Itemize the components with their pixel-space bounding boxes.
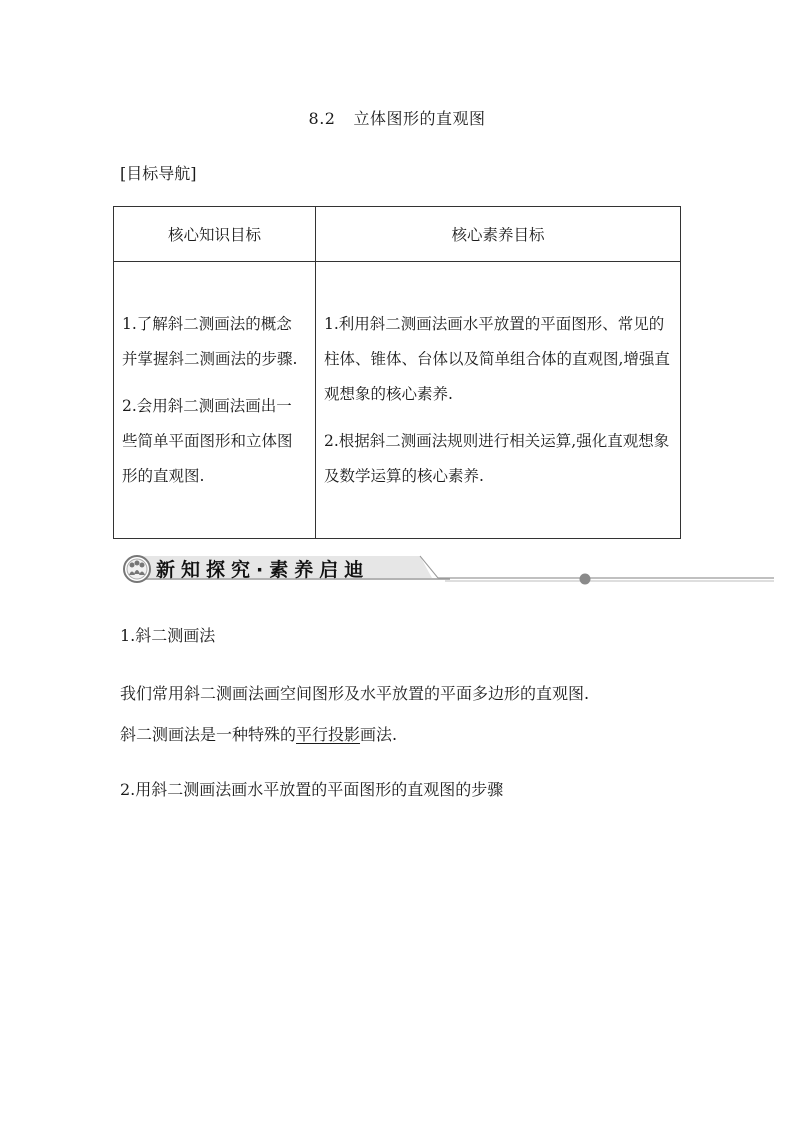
section-title: 立体图形的直观图: [353, 109, 486, 128]
team-emblem-icon: [124, 556, 150, 582]
paragraph-definition: [120, 722, 397, 745]
paragraph-usage: 我们常用斜二测画法画空间图形及水平放置的平面多边形的直观图.: [120, 684, 590, 703]
definition-prefix: 斜二测画法是一种特殊的: [120, 725, 297, 744]
literacy-item: 2.根据斜二测画法规则进行相关运算,强化直观想象及数学运算的核心素养.: [324, 431, 670, 485]
literacy-item: 1.利用斜二测画法画水平放置的平面图形、常见的柱体、锥体、台体以及简单组合体的直观图,增强直观想象的核心素养.: [324, 314, 670, 403]
goals-header-row: [114, 207, 681, 262]
knowledge-item: 1.了解斜二测画法的概念并掌握斜二测画法的步骤.: [122, 314, 298, 368]
heading-oblique-method: 1.斜二测画法: [120, 626, 216, 645]
section-banner: [120, 552, 774, 586]
blank-answer-underlined: 平行投影: [296, 725, 361, 744]
goals-label: [目标导航]: [120, 164, 197, 183]
knowledge-cell: [114, 262, 316, 539]
goals-table: [113, 206, 681, 539]
literacy-header: 核心素养目标: [316, 207, 681, 262]
definition-suffix: 画法.: [360, 725, 398, 744]
heading-steps: 2.用斜二测画法画水平放置的平面图形的直观图的步骤: [120, 780, 504, 799]
knowledge-header: 核心知识目标: [114, 207, 316, 262]
section-number: 8.2: [308, 109, 336, 128]
banner-dot-icon: [580, 574, 591, 585]
goals-content-row: [114, 262, 681, 539]
literacy-cell: [316, 262, 681, 539]
knowledge-item: 2.会用斜二测画法画出一些简单平面图形和立体图形的直观图.: [122, 396, 293, 485]
banner-title: 新知探究·素养启迪: [156, 559, 370, 581]
page-title: [0, 106, 794, 129]
